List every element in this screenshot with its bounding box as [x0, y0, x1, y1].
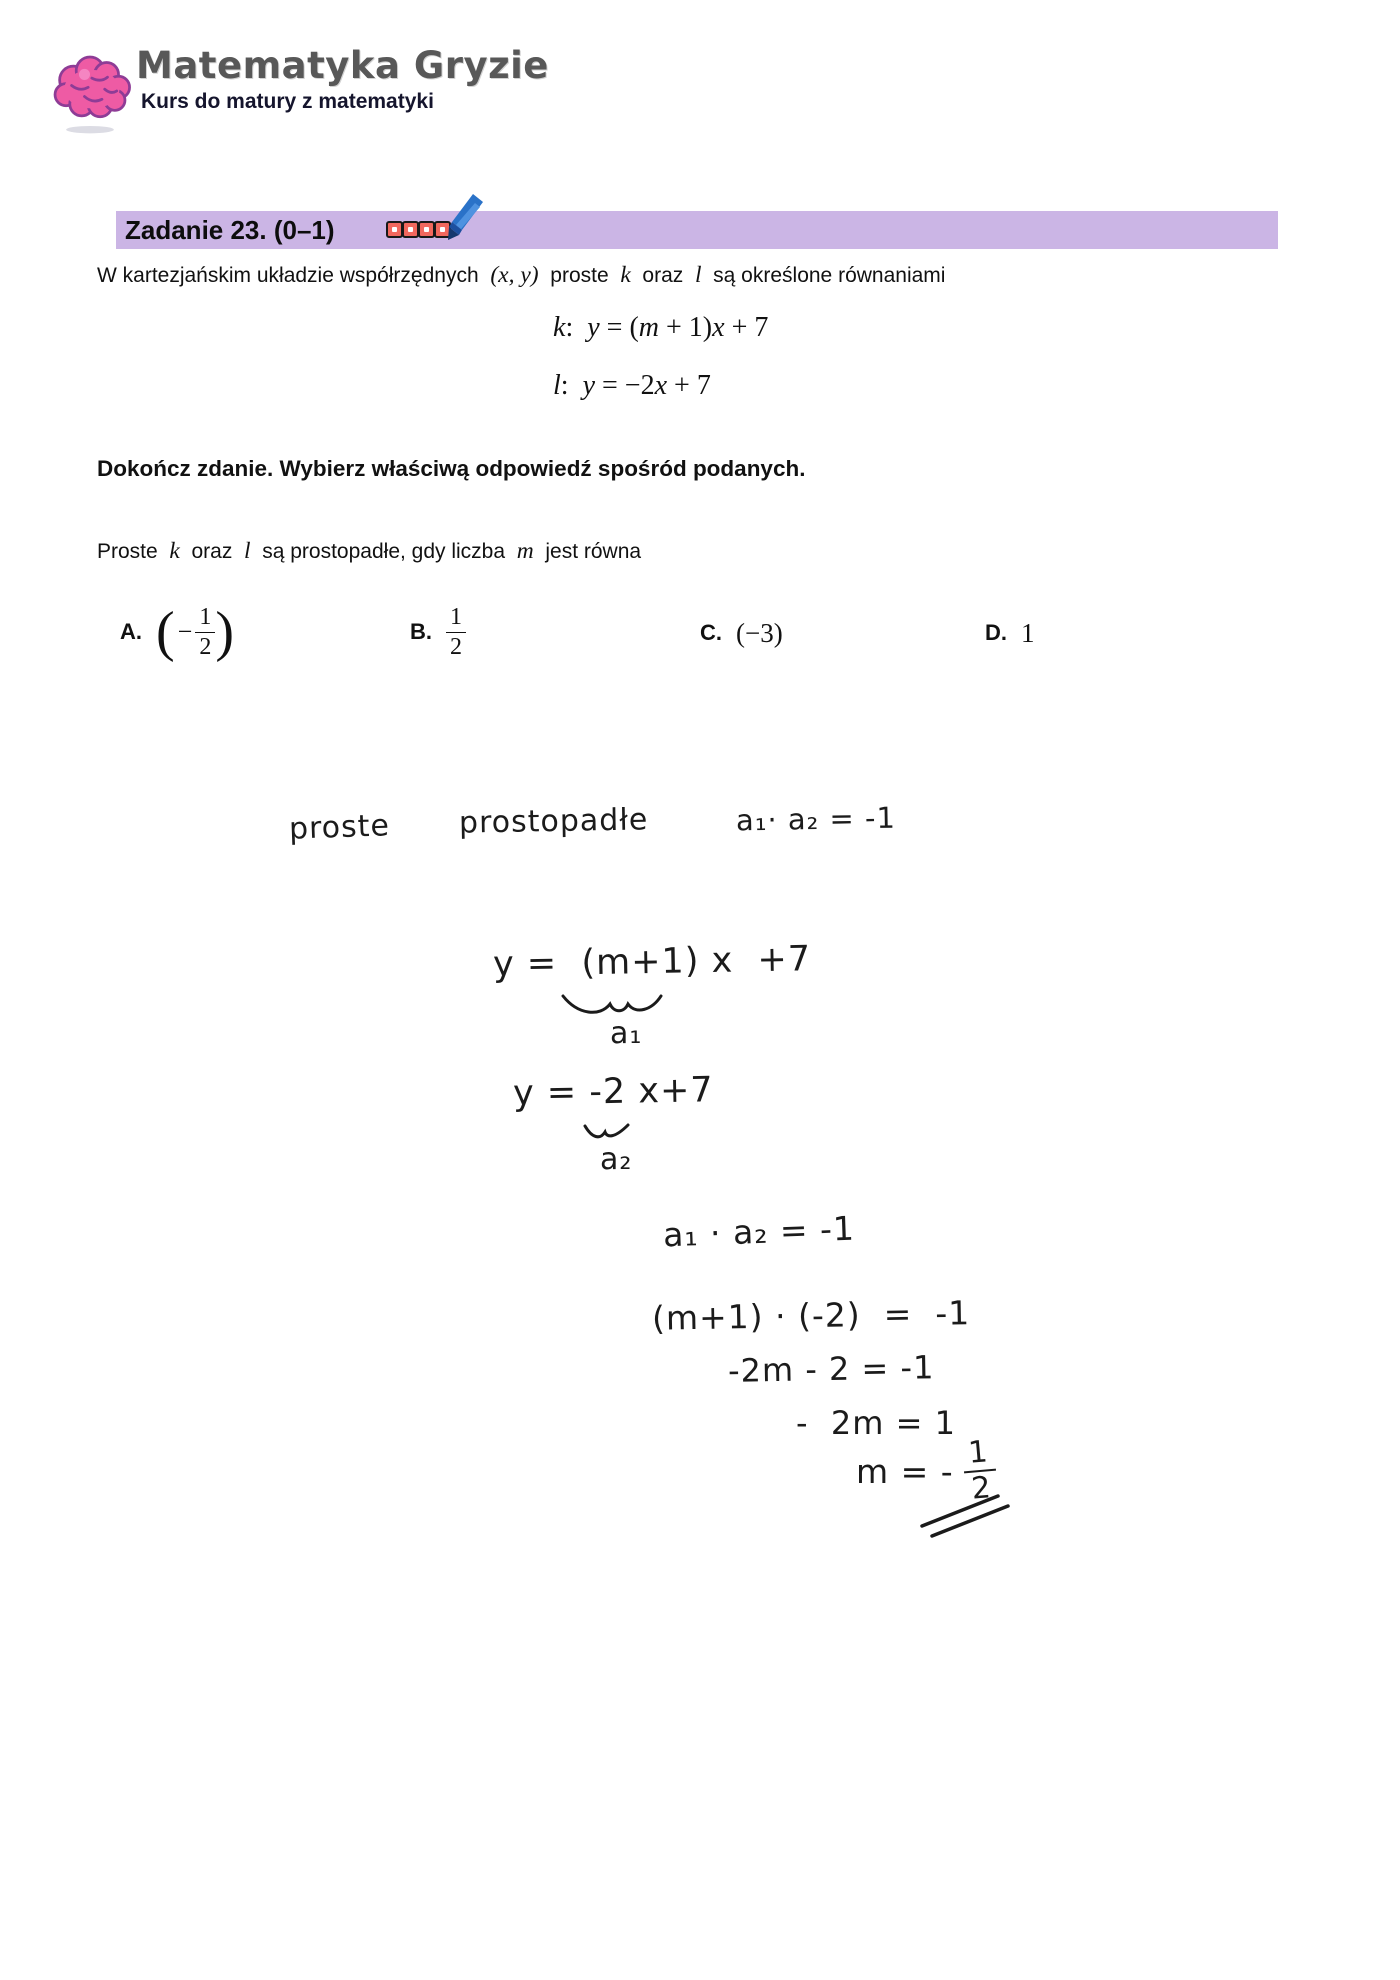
option-c-value: (−3) — [736, 617, 783, 648]
option-d-label: D. — [985, 620, 1007, 645]
option-a — [120, 596, 234, 668]
hw-equation-k: y = (m+1) x +7 — [492, 939, 812, 985]
hw-brace2-label: a₂ — [600, 1142, 633, 1177]
question-text: Proste k oraz l są prostopadłe, gdy liczba m jest równa — [97, 538, 642, 564]
option-c — [700, 616, 783, 650]
hw-result-denominator: 2 — [969, 1470, 993, 1507]
problem-intro: W kartezjańskim układzie współrzędnych (x, y) proste k oraz l są określone równaniami — [97, 262, 946, 288]
hw-result-lhs: m = - — [856, 1451, 954, 1491]
double-underline-icon — [916, 1486, 1016, 1546]
underbrace-a1-icon — [558, 992, 666, 1018]
option-d-value: 1 — [1021, 617, 1035, 648]
brand-subtitle: Kurs do matury z matematyki — [141, 90, 434, 113]
hw-perpendicular-rule: a₁· a₂ = -1 — [735, 800, 897, 838]
option-a-right-paren: ) — [215, 600, 234, 663]
option-b-label: B. — [410, 619, 432, 644]
task-title: Zadanie 23. (0–1) — [125, 215, 335, 245]
underbrace-a2-icon — [582, 1122, 632, 1142]
option-b-denominator: 2 — [450, 633, 462, 660]
equation-line-k: k: y = (m + 1)x + 7 — [553, 312, 769, 343]
hw-step-isolate: - 2m = 1 — [796, 1404, 956, 1442]
hw-step-product-rule: a₁ · a₂ = -1 — [662, 1208, 856, 1255]
difficulty-squares-icon — [386, 221, 450, 238]
pen-icon — [447, 193, 485, 249]
hw-result-numerator: 1 — [961, 1437, 996, 1474]
option-d — [985, 616, 1035, 650]
option-b-fraction — [446, 604, 466, 660]
option-a-left-paren: ( — [156, 600, 175, 663]
hw-step-expand: -2m - 2 = -1 — [727, 1348, 935, 1390]
option-c-label: C. — [700, 620, 722, 645]
option-a-numerator: 1 — [195, 604, 215, 632]
hw-step-substitution: (m+1) · (-2) = -1 — [651, 1293, 971, 1338]
hw-word-proste: proste — [288, 808, 391, 847]
option-b — [410, 596, 466, 668]
task-banner — [116, 211, 1278, 249]
hw-brace1-label: a₁ — [610, 1016, 643, 1051]
hw-word-prostopadle: prostopadłe — [458, 802, 649, 841]
option-a-denominator: 2 — [199, 633, 212, 660]
equation-line-l: l: y = −2x + 7 — [553, 370, 711, 401]
option-b-numerator: 1 — [446, 604, 466, 632]
option-a-minus: − — [177, 617, 193, 646]
option-a-fraction — [195, 604, 215, 660]
hw-equation-l: y = -2 x+7 — [512, 1070, 714, 1114]
instruction-text: Dokończ zdanie. Wybierz właściwą odpowiedź spośród podanych. — [97, 456, 806, 481]
brand-title: Matematyka Gryzie — [136, 44, 549, 87]
brain-logo-icon — [44, 46, 136, 136]
option-a-label: A. — [120, 619, 142, 644]
